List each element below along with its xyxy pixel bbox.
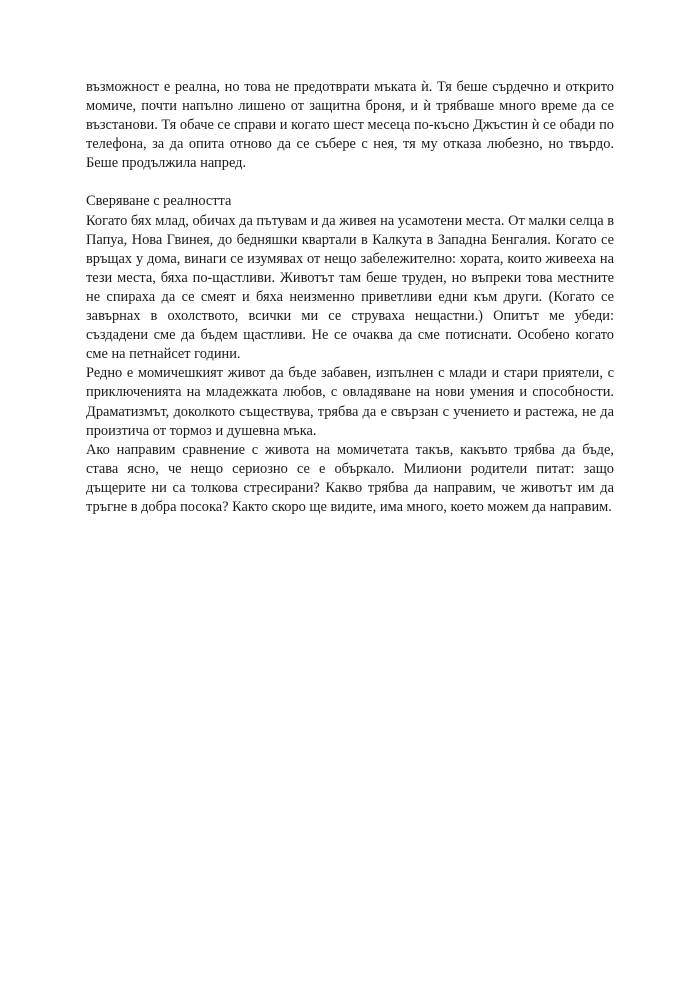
continuation-paragraph: възможност е реална, но това не предотврати мъката ѝ. Тя беше сърдечно и открито момиче, почти напълно лишено от защитна броня, и ѝ трябваше много време да се възстанови. Тя обаче се справи и когато шест месеца по-късно Джъстин ѝ се обади по телефона, за да опита отново да се събере с нея, тя му отказа любезно, но твърдо. Беше продължила напред.: [86, 79, 614, 172]
document-page: [86, 78, 614, 517]
body-paragraph: Ако направим сравнение с живота на момичетата такъв, какъвто трябва да бъде, става ясно, че нещо сериозно се е объркало. Милиони родители питат: защо дъщерите ни са толкова стресирани? Какво трябва да направим, че животът им да тръгне в добра посока? Както скоро ще видите, има много, което можем да направим.: [86, 441, 614, 515]
section-heading: Сверяване с реалността: [86, 193, 232, 210]
body-paragraph: Редно е момичешкият живот да бъде забавен, изпълнен с млади и стари приятели, с приключенията на младежката любов, с овладяване на нови умения и способности. Драматизмът, доколкото съществува, трябва да е свързан с учението и растежа, не да произтича от тормоз и душевна мъка.: [86, 365, 614, 439]
body-paragraph: Когато бях млад, обичах да пътувам и да живея на усамотени места. От малки селца в Папуа, Нова Гвинея, до бедняшки квартали в Калкута в Западна Бенгалия. Когато се връщах у дома, винаги се изумявах от нещо забележително: хората, които живееха на тези места, бяха по-щастливи. Животът там беше труден, но въпреки това местните не спираха да се смеят и бяха неизменно приветливи едни към други. (Когато се завърнах в охолството, всички ми се струваха нещастни.) Опитът ме убеди: създадени сме да бъдем щастливи. Не се очаква да сме потиснати. Особено когато сме на петнайсет години.: [86, 212, 614, 363]
